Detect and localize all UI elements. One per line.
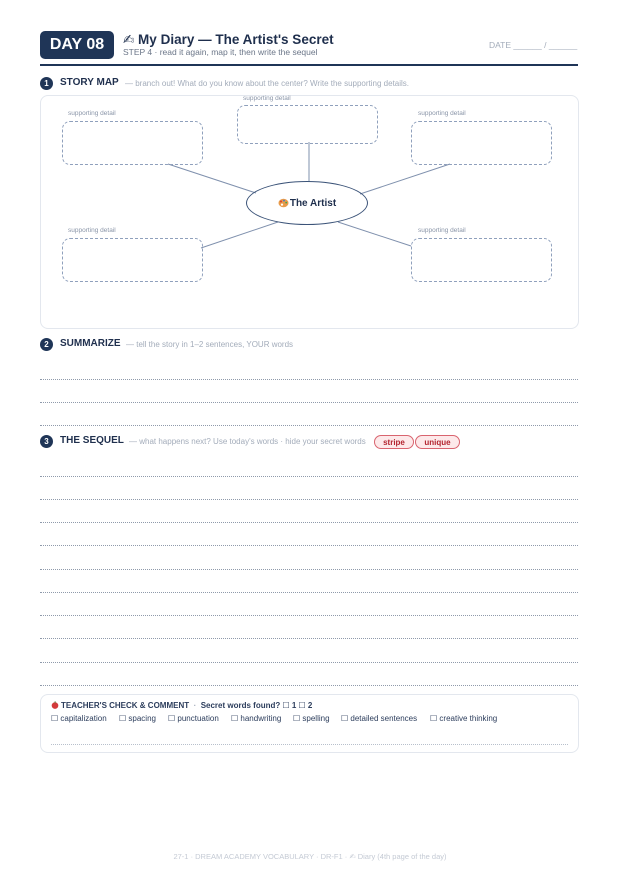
page-footer: 27-1 · DREAM ACADEMY VOCABULARY · DR-F1 · ✍ Diary (4th page of the day) xyxy=(173,852,447,861)
detail-label-bottom-right: supporting detail xyxy=(418,227,466,234)
detail-label-top: supporting detail xyxy=(243,95,291,102)
teacher-comment-line[interactable] xyxy=(51,744,568,745)
summary-line-1[interactable] xyxy=(40,379,578,380)
detail-box-bottom-left[interactable] xyxy=(62,238,203,282)
checklist-label: detailed sentences xyxy=(350,714,418,723)
apple-icon xyxy=(51,701,59,709)
center-label: The Artist xyxy=(289,197,337,209)
sequel-line-3[interactable] xyxy=(40,522,578,523)
checklist-item[interactable]: ☐ spacing xyxy=(119,714,156,723)
sequel-line-8[interactable] xyxy=(40,638,578,639)
checklist-item[interactable]: ☐ creative thinking xyxy=(430,714,498,723)
sequel-line-6[interactable] xyxy=(40,592,578,593)
summary-line-2[interactable] xyxy=(40,402,578,403)
section-1-description: — branch out! What do you know about the center? Write the supporting details. xyxy=(125,79,410,88)
connector-top-right xyxy=(360,164,450,194)
secret-word-chip: unique xyxy=(415,435,460,449)
secret-word-chip: stripe xyxy=(374,435,414,449)
connector-top-left xyxy=(168,164,256,193)
artist-palette-icon xyxy=(278,198,289,208)
section-1-title: STORY MAP xyxy=(60,77,119,88)
teacher-title-text: TEACHER'S CHECK & COMMENT xyxy=(61,701,190,710)
page-title: ✍ My Diary — The Artist's Secret xyxy=(123,32,334,47)
story-map-center xyxy=(246,181,368,225)
day-badge: DAY 08 xyxy=(40,31,114,59)
detail-box-top-left[interactable] xyxy=(62,121,203,165)
checklist-item[interactable]: ☐ spelling xyxy=(293,714,330,723)
sequel-line-9[interactable] xyxy=(40,662,578,663)
checklist-item[interactable]: ☐ capitalization xyxy=(51,714,107,723)
section-2-description: — tell the story in 1–2 sentences, YOUR words xyxy=(126,340,294,349)
section-3-number: 3 xyxy=(40,435,53,448)
connector-bottom-right xyxy=(338,222,411,246)
sequel-line-1[interactable] xyxy=(40,476,578,477)
detail-box-bottom-right[interactable] xyxy=(411,238,552,282)
detail-label-top-left: supporting detail xyxy=(68,110,116,117)
sequel-line-4[interactable] xyxy=(40,545,578,546)
sequel-line-2[interactable] xyxy=(40,499,578,500)
detail-label-bottom-left: supporting detail xyxy=(68,227,116,234)
checklist-label: creative thinking xyxy=(439,714,498,723)
checklist-item[interactable]: ☐ handwriting xyxy=(231,714,282,723)
detail-label-top-right: supporting detail xyxy=(418,110,466,117)
page-subtitle: STEP 4 · read it again, map it, then write the sequel xyxy=(123,47,318,57)
sequel-line-5[interactable] xyxy=(40,569,578,570)
teacher-check-title xyxy=(51,701,312,710)
section-2-number: 2 xyxy=(40,338,53,351)
title-separator: · xyxy=(189,701,201,710)
checklist-label: capitalization xyxy=(60,714,107,723)
section-1-number: 1 xyxy=(40,77,53,90)
checklist-item[interactable]: ☐ punctuation xyxy=(168,714,219,723)
section-3-title: THE SEQUEL xyxy=(60,435,124,446)
checklist-item[interactable]: ☐ detailed sentences xyxy=(341,714,418,723)
date-field[interactable]: DATE ______ / ______ xyxy=(489,40,578,50)
sequel-line-10[interactable] xyxy=(40,685,578,686)
checklist-label: spelling xyxy=(302,714,330,723)
checklist-label: punctuation xyxy=(177,714,219,723)
sequel-line-7[interactable] xyxy=(40,615,578,616)
section-2-title: SUMMARIZE xyxy=(60,338,121,349)
checklist-label: handwriting xyxy=(240,714,282,723)
detail-box-top-right[interactable] xyxy=(411,121,552,165)
connector-bottom-left xyxy=(201,222,278,248)
checklist-label: spacing xyxy=(128,714,156,723)
detail-box-top[interactable] xyxy=(237,105,378,144)
section-3-description: — what happens next? Use today's words · hide your secret words xyxy=(129,437,366,446)
summary-line-3[interactable] xyxy=(40,425,578,426)
secret-words-question: Secret words found? ☐ 1 ☐ 2 xyxy=(200,701,313,710)
